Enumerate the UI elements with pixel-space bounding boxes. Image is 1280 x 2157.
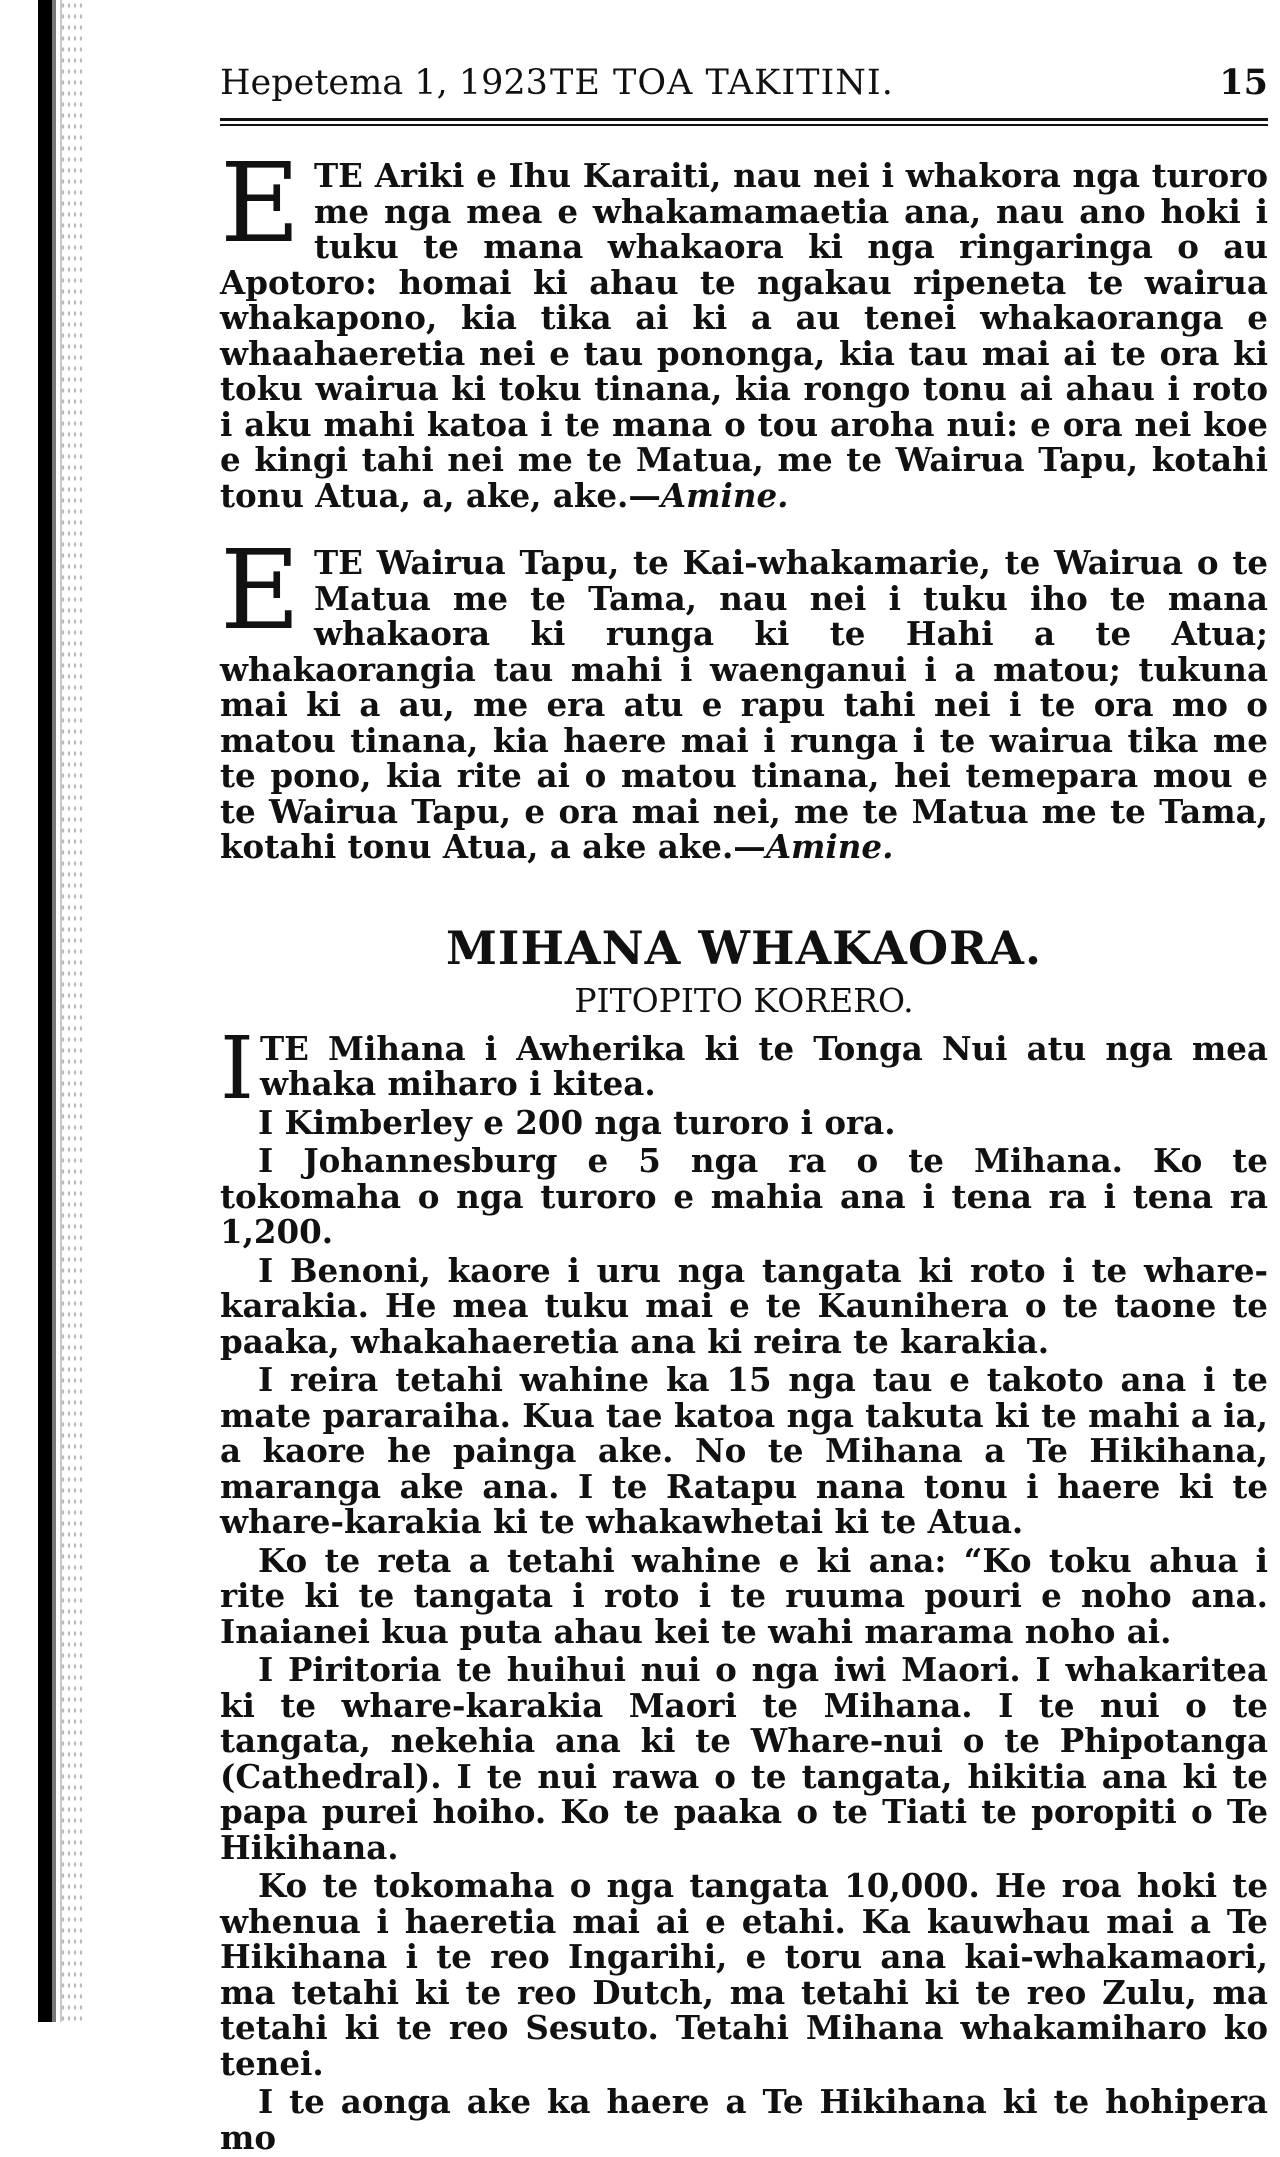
news-paragraph [220, 1018, 1268, 1119]
prayer-paragraph [220, 139, 1268, 515]
amen-text: Amine. [765, 827, 894, 866]
news-paragraph: Ko te tokomaha o nga tangata 10,000. He roa hoki te whenua i haeretia mai ai e etahi. Ka kauwhau mai a Te Hikihana i te reo Ingarihi, e toru ana kai-whakamaori, ma tetahi ki te reo Dutch, ma tetahi ki te reo Zulu, ma tetahi ki te reo Sesuto. Tetahi Mihana whakamiharo ko tenei. [220, 1866, 1268, 2083]
document-page [220, 62, 1268, 2157]
header-date: Hepetema 1, 1923 [220, 63, 548, 103]
drop-cap: I [220, 1018, 254, 1119]
header-rule [220, 118, 1268, 121]
section-subtitle: PITOPITO KORERO. [574, 980, 914, 1020]
news-paragraph: I Johannesburg e 5 nga ra o te Mihana. Ko te tokomaha o nga turoro e mahia ana i tena ra i tena ra 1,200. [220, 1141, 1268, 1251]
section-title: MIHANA WHAKAORA. [446, 920, 1042, 975]
page-edge-texture [60, 0, 84, 2022]
drop-cap: E [220, 526, 301, 654]
amen-text: Amine. [660, 475, 789, 515]
page-body [220, 139, 1268, 2157]
drop-cap: E [220, 139, 301, 267]
header-rule-secondary [220, 124, 1268, 126]
news-paragraph: I Kimberley e 200 nga turoro i ora. [258, 1102, 896, 1142]
news-paragraph: I te aonga ake ka haere a Te Hikihana ki te hohipera mo [220, 2082, 1268, 2157]
news-paragraph: I Benoni, kaore i uru nga tangata ki roto i te whare-karakia. He mea tuku mai e te Kaunihera o te taone te paaka, whakahaeretia ana ki reira te karakia. [220, 1250, 1268, 1361]
news-paragraph: I reira tetahi wahine ka 15 nga tau e takoto ana i te mate pararaiha. Kua tae katoa nga takuta ki te mahi a ia, a kaore he painga ake. No te Mihana a Te Hikihana, maranga ake ana. I te Ratapu nana tonu i haere ki te whare-karakia ki te whakawhetai ki te Atua. [220, 1360, 1268, 1541]
news-paragraph: Ko te reta a tetahi wahine e ki ana: “Ko toku ahua i rite ki te tangata i roto i te ruuma pouri e noho ana. Inaianei kua puta ahau kei te wahi marama noho ai. [220, 1540, 1268, 1651]
prayer-text: TE Ariki e Ihu Karaiti, nau nei i whakora nga turoro me nga mea e whakamamaetia ana, nau ano hoki i tuku te mana whakaora ki nga ringaringa o au Apotoro: homai ki ahau te ngakau ripeneta te wairua whakapono, kia tika ai ki a au tenei whakaoranga e whaahaeretia nei e tau pononga, kia tau mai ai te ora ki toku wairua ki toku tinana, kia rongo tonu ai ahau i roto i aku mahi katoa i te mana o tou aroha nui: e ora nei koe e kingi tahi nei me te Matua, me te Wairua Tapu, kotahi tonu Atua, a, ake, ake.— [220, 156, 1268, 515]
header-title: TE TOA TAKITINI. [550, 63, 894, 103]
prayer-text: TE Wairua Tapu, te Kai-whakamarie, te Wairua o te Matua me te Tama, nau nei i tuku iho te mana whakaora ki runga ki te Hahi a te Atua; whakaorangia tau mahi i waenganui i a matou; tukuna mai ki a au, me era atu e rapu tahi nei i te ora mo o matou tinana, kia haere mai i runga i te wairua tika me te pono, kia rite ai o matou tinana, hei temepara mou e te Wairua Tapu, e ora mai nei, me te Matua me te Tama, kotahi tonu Atua, a ake ake.— [220, 543, 1268, 866]
news-paragraph: I Piritoria te huihui nui o nga iwi Maori. I whakaritea ki te whare-karakia Maori te Mihana. I te nui o te tangata, nekehia ana ki te Whare-nui o te Phipotanga (Cathedral). I te nui rawa o te tangata, hikitia ana ki te papa purei hoiho. Ko te paaka o te Tiati te poropiti o Te Hikihana. [220, 1650, 1268, 1867]
prayer-paragraph [220, 526, 1268, 866]
news-section [220, 1018, 1268, 2157]
page-number: 15 [1219, 62, 1268, 103]
news-text: TE Mihana i Awherika ki te Tonga Nui atu nga mea whaka miharo i kitea. [260, 1028, 1268, 1103]
running-header [220, 62, 1268, 118]
